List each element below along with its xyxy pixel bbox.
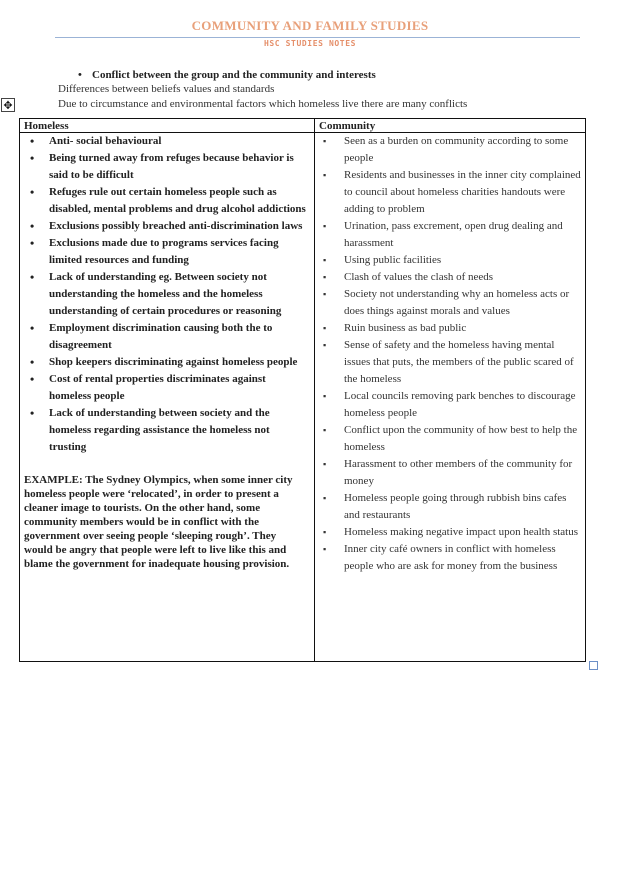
example-paragraph: EXAMPLE: The Sydney Olympics, when some inner city homeless people were ‘relocated’, in order to present a cleaner image to tourists. On the other hand, some community members would be in conflict with the government over seeing people ‘sleeping rough’. They would be angry that people were left to live like this and blame the government for inadequate housing provision. <box>24 474 293 570</box>
homeless-list-item: • Exclusions made due to programs services facing limited resources and funding <box>24 235 308 269</box>
homeless-list-item: • Anti- social behavioural <box>24 133 308 150</box>
intro-line-1: Differences between beliefs values and standards <box>58 83 275 95</box>
document-title: COMMUNITY AND FAMILY STUDIES <box>191 18 429 33</box>
resize-icon[interactable] <box>589 661 598 670</box>
intro-bullet <box>78 69 376 81</box>
homeless-list-item: • Shop keepers discriminating against homeless people <box>24 354 308 371</box>
homeless-list <box>24 133 308 456</box>
move-icon[interactable]: ✥ <box>1 98 15 112</box>
homeless-list-item: • Employment discrimination causing both the to disagreement <box>24 320 308 354</box>
comparison-table <box>19 118 586 662</box>
column-divider <box>314 119 315 661</box>
community-list-item: ▪ Harassment to other members of the community for money <box>319 456 581 490</box>
header-community: Community <box>319 120 376 132</box>
community-list <box>319 133 581 575</box>
community-list-item: ▪ Seen as a burden on community according to some people <box>319 133 581 167</box>
homeless-list-item: • Lack of understanding between society and the homeless regarding assistance the homeless not trusting <box>24 405 308 456</box>
homeless-list-item: • Refuges rule out certain homeless people such as disabled, mental problems and drug alcohol addictions <box>24 184 308 218</box>
community-list-item: ▪ Ruin business as bad public <box>319 320 581 337</box>
community-list-item: ▪ Using public facilities <box>319 252 581 269</box>
homeless-list-item: • Exclusions possibly breached anti-discrimination laws <box>24 218 308 235</box>
community-list-item: ▪ Conflict upon the community of how best to help the homeless <box>319 422 581 456</box>
community-list-item: ▪ Residents and businesses in the inner city complained to council about homeless charities handouts were adding to problem <box>319 167 581 218</box>
homeless-column <box>24 133 308 571</box>
document-subtitle: HSC STUDIES NOTES <box>263 39 357 48</box>
homeless-list-item: • Lack of understanding eg. Between society not understanding the homeless and the homeless understanding of certain procedures or reasoning <box>24 269 308 320</box>
intro-line-2: Due to circumstance and environmental factors which homeless live there are many conflicts <box>58 98 468 110</box>
bullet-icon: • <box>78 69 82 81</box>
intro-bullet-text: Conflict between the group and the community and interests <box>92 69 376 81</box>
community-list-item: ▪ Homeless people going through rubbish bins cafes and restaurants <box>319 490 581 524</box>
community-column <box>319 133 581 575</box>
community-list-item: ▪ Inner city café owners in conflict with homeless people who are ask for money from the business <box>319 541 581 575</box>
community-list-item: ▪ Urination, pass excrement, open drug dealing and harassment <box>319 218 581 252</box>
homeless-list-item: • Cost of rental properties discriminates against homeless people <box>24 371 308 405</box>
community-list-item: ▪ Local councils removing park benches to discourage homeless people <box>319 388 581 422</box>
community-list-item: ▪ Clash of values the clash of needs <box>319 269 581 286</box>
community-list-item: ▪ Homeless making negative impact upon health status <box>319 524 581 541</box>
community-list-item: ▪ Sense of safety and the homeless having mental issues that puts, the members of the public scared of the homeless <box>319 337 581 388</box>
community-list-item: ▪ Society not understanding why an homeless acts or does things against morals and values <box>319 286 581 320</box>
homeless-list-item: • Being turned away from refuges because behavior is said to be difficult <box>24 150 308 184</box>
title-divider <box>55 37 580 38</box>
header-homeless: Homeless <box>24 120 69 132</box>
